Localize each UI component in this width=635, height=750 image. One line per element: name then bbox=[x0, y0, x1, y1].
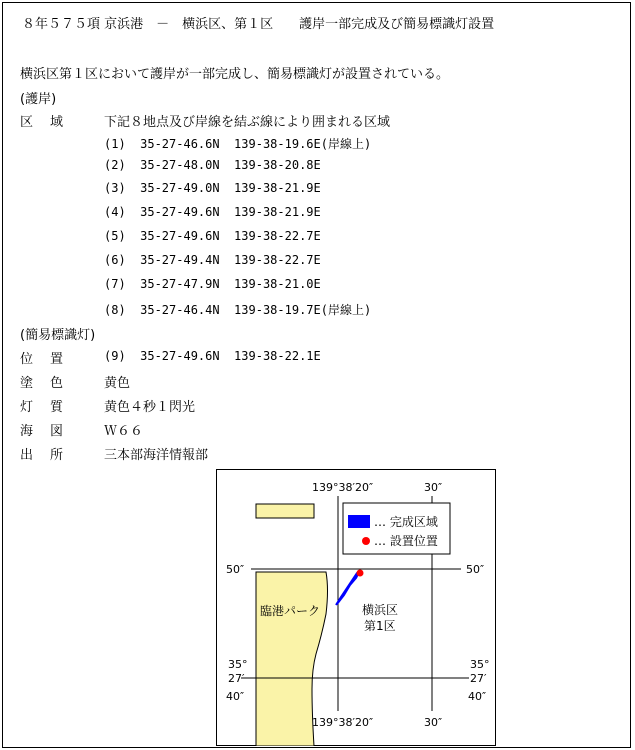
notice-intro: 横浜区第１区において護岸が一部完成し、簡易標識灯が設置されている。 bbox=[20, 67, 450, 82]
lat-35-left: 35° bbox=[228, 658, 248, 671]
chart-value: Ｗ６６ bbox=[104, 424, 144, 439]
district-label-2: 第1区 bbox=[364, 619, 396, 633]
source-value: 三本部海洋情報部 bbox=[104, 448, 209, 463]
light-char-value: 黄色４秒１閃光 bbox=[104, 400, 196, 415]
source-label: 出 所 bbox=[20, 448, 66, 463]
bottom-lon-right: 30″ bbox=[424, 716, 443, 729]
top-lon-right: 30″ bbox=[424, 481, 443, 494]
legend-position-dot bbox=[362, 537, 370, 545]
lat-35-right: 35° bbox=[470, 658, 490, 671]
lat-27-right: 27′ bbox=[470, 672, 487, 685]
point-3: (3) 35-27-49.0N 139-38-21.9E bbox=[104, 181, 321, 195]
position-value: (9) 35-27-49.6N 139-38-22.1E bbox=[104, 349, 321, 363]
section-seawall: (護岸) bbox=[20, 92, 57, 107]
area-desc: 下記８地点及び岸線を結ぶ線により囲まれる区域 bbox=[104, 115, 391, 130]
lat-40-right: 40″ bbox=[468, 690, 487, 703]
legend-complete-label: … 完成区域 bbox=[374, 515, 438, 529]
point-8: (8) 35-27-46.4N 139-38-19.7E(岸線上) bbox=[104, 303, 372, 317]
legend-complete-swatch bbox=[348, 515, 370, 528]
lat-50-left: 50″ bbox=[226, 563, 245, 576]
point-6: (6) 35-27-49.4N 139-38-22.7E bbox=[104, 253, 321, 267]
lat-40-left: 40″ bbox=[226, 690, 245, 703]
bottom-lon-left: 139°38′20″ bbox=[312, 716, 374, 729]
area-label: 区 域 bbox=[20, 115, 66, 130]
light-position-marker bbox=[357, 570, 364, 577]
point-5: (5) 35-27-49.6N 139-38-22.7E bbox=[104, 229, 321, 243]
lat-50-right: 50″ bbox=[466, 563, 485, 576]
park-label: 臨港パーク bbox=[260, 604, 321, 618]
land-north bbox=[256, 504, 314, 518]
top-lon-left: 139°38′20″ bbox=[312, 481, 374, 494]
point-2: (2) 35-27-48.0N 139-38-20.8E bbox=[104, 158, 321, 172]
point-1: (1) 35-27-46.6N 139-38-19.6E(岸線上) bbox=[104, 137, 372, 151]
notice-title: ８年５７５項 京浜港 － 横浜区、第１区 護岸一部完成及び簡易標識灯設置 bbox=[22, 17, 495, 32]
point-4: (4) 35-27-49.6N 139-38-21.9E bbox=[104, 205, 321, 219]
light-char-label: 灯 質 bbox=[20, 400, 66, 415]
paint-label: 塗 色 bbox=[20, 376, 66, 391]
location-map bbox=[216, 469, 496, 746]
legend-position-label: … 設置位置 bbox=[374, 534, 438, 548]
section-light: (簡易標識灯) bbox=[20, 328, 96, 343]
district-label-1: 横浜区 bbox=[362, 603, 399, 617]
lat-27-left: 27′ bbox=[228, 672, 245, 685]
point-7: (7) 35-27-47.9N 139-38-21.0E bbox=[104, 277, 321, 291]
position-label: 位 置 bbox=[20, 352, 66, 367]
paint-value: 黄色 bbox=[104, 376, 131, 391]
chart-label: 海 図 bbox=[20, 424, 66, 439]
